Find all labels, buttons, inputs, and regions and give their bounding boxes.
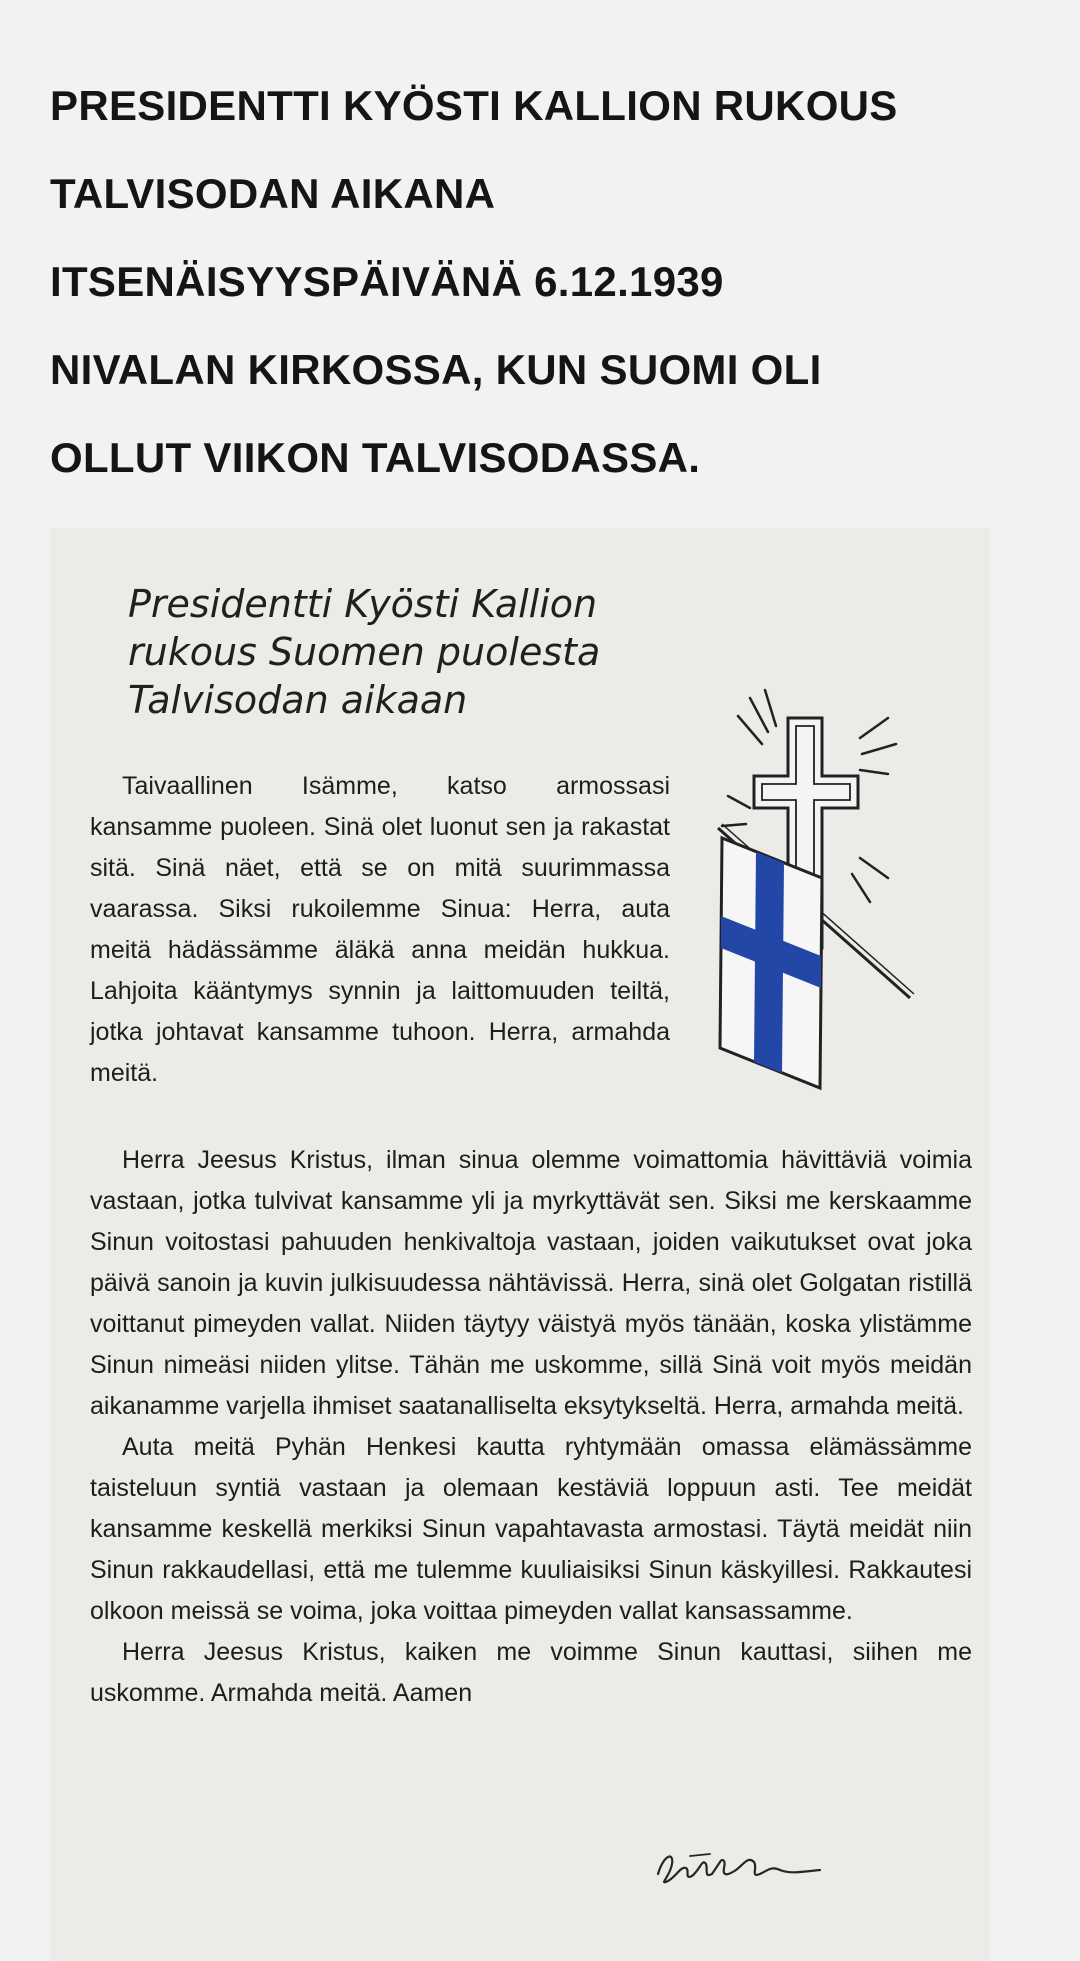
signature-icon [650,1844,830,1890]
page-heading [50,62,1040,502]
finnish-flag [720,838,822,1088]
prayer-paragraph-4: Herra Jeesus Kristus, kaiken me voimme Sinun kauttasi, siihen me uskomme. Armahda meitä. Aamen [90,1638,972,1707]
prayer-paragraph-3: Auta meitä Pyhän Henkesi kautta ryhtymään omassa elämässämme taisteluun syntiä vastaan ja olemaan kestäviä loppuun asti. Tee meidät kansamme keskellä merkiksi Sinun vapahtavasta armostasi. Täytä meidät niin Sinun rakkaudellasi, että me tulemme kuuliaisiksi Sinun käskyillesi. Rakkautesi olkoon meissä se voima, joka voittaa pimeyden vallat kansassamme. [90,1433,972,1625]
scanned-prayer-clipping [50,528,990,1961]
heading-line-5: OLLUT VIIKON TALVISODASSA. [50,434,701,481]
clipping-title-line-3: Talvisodan aikaan [128,678,468,722]
cross-and-flag-icon [710,688,930,1108]
heading-line-2: TALVISODAN AIKANA [50,170,496,217]
clipping-title-line-1: Presidentti Kyösti Kallion [128,582,598,626]
prayer-paragraph-1: Taivaallinen Isämme, katso armossasi kansamme puoleen. Sinä olet luonut sen ja rakastat sitä. Sinä näet, että se on mitä suurimmassa vaarassa. Siksi rukoilemme Sinua: Herra, auta meitä hädässämme äläkä anna meidän hukkua. Lahjoita kääntymys synnin ja laittomuuden teiltä, jotka johtavat kansamme tuhoon. Herra, armahda meitä. [90,772,670,1087]
heading-line-3: ITSENÄISYYSPÄIVÄNÄ 6.12.1939 [50,258,724,305]
clipping-title [128,580,600,724]
heading-line-1: PRESIDENTTI KYÖSTI KALLION RUKOUS [50,82,898,129]
prayer-body [90,1140,972,1714]
prayer-paragraph-2: Herra Jeesus Kristus, ilman sinua olemme voimattomia hävittäviä voimia vastaan, jotka tulvivat kansamme yli ja myrkyttävät sen. Siksi me kerskaamme Sinun voitostasi pahuuden henkivaltoja vastaan, joiden vaikutukset ovat joka päivä sanoin ja kuvin julkisuudessa nähtävissä. Herra, sinä olet Golgatan ristillä voittanut pimeyden vallat. Niiden täytyy väistyä myös tänään, koska ylistämme Sinun nimeäsi niiden ylitse. Tähän me uskomme, sillä Sinä voit myös meidän aikanamme varjella ihmiset saatanalliselta eksytykseltä. Herra, armahda meitä. [90,1146,972,1420]
heading-line-4: NIVALAN KIRKOSSA, KUN SUOMI OLI [50,346,822,393]
clipping-title-line-2: rukous Suomen puolesta [128,630,601,674]
